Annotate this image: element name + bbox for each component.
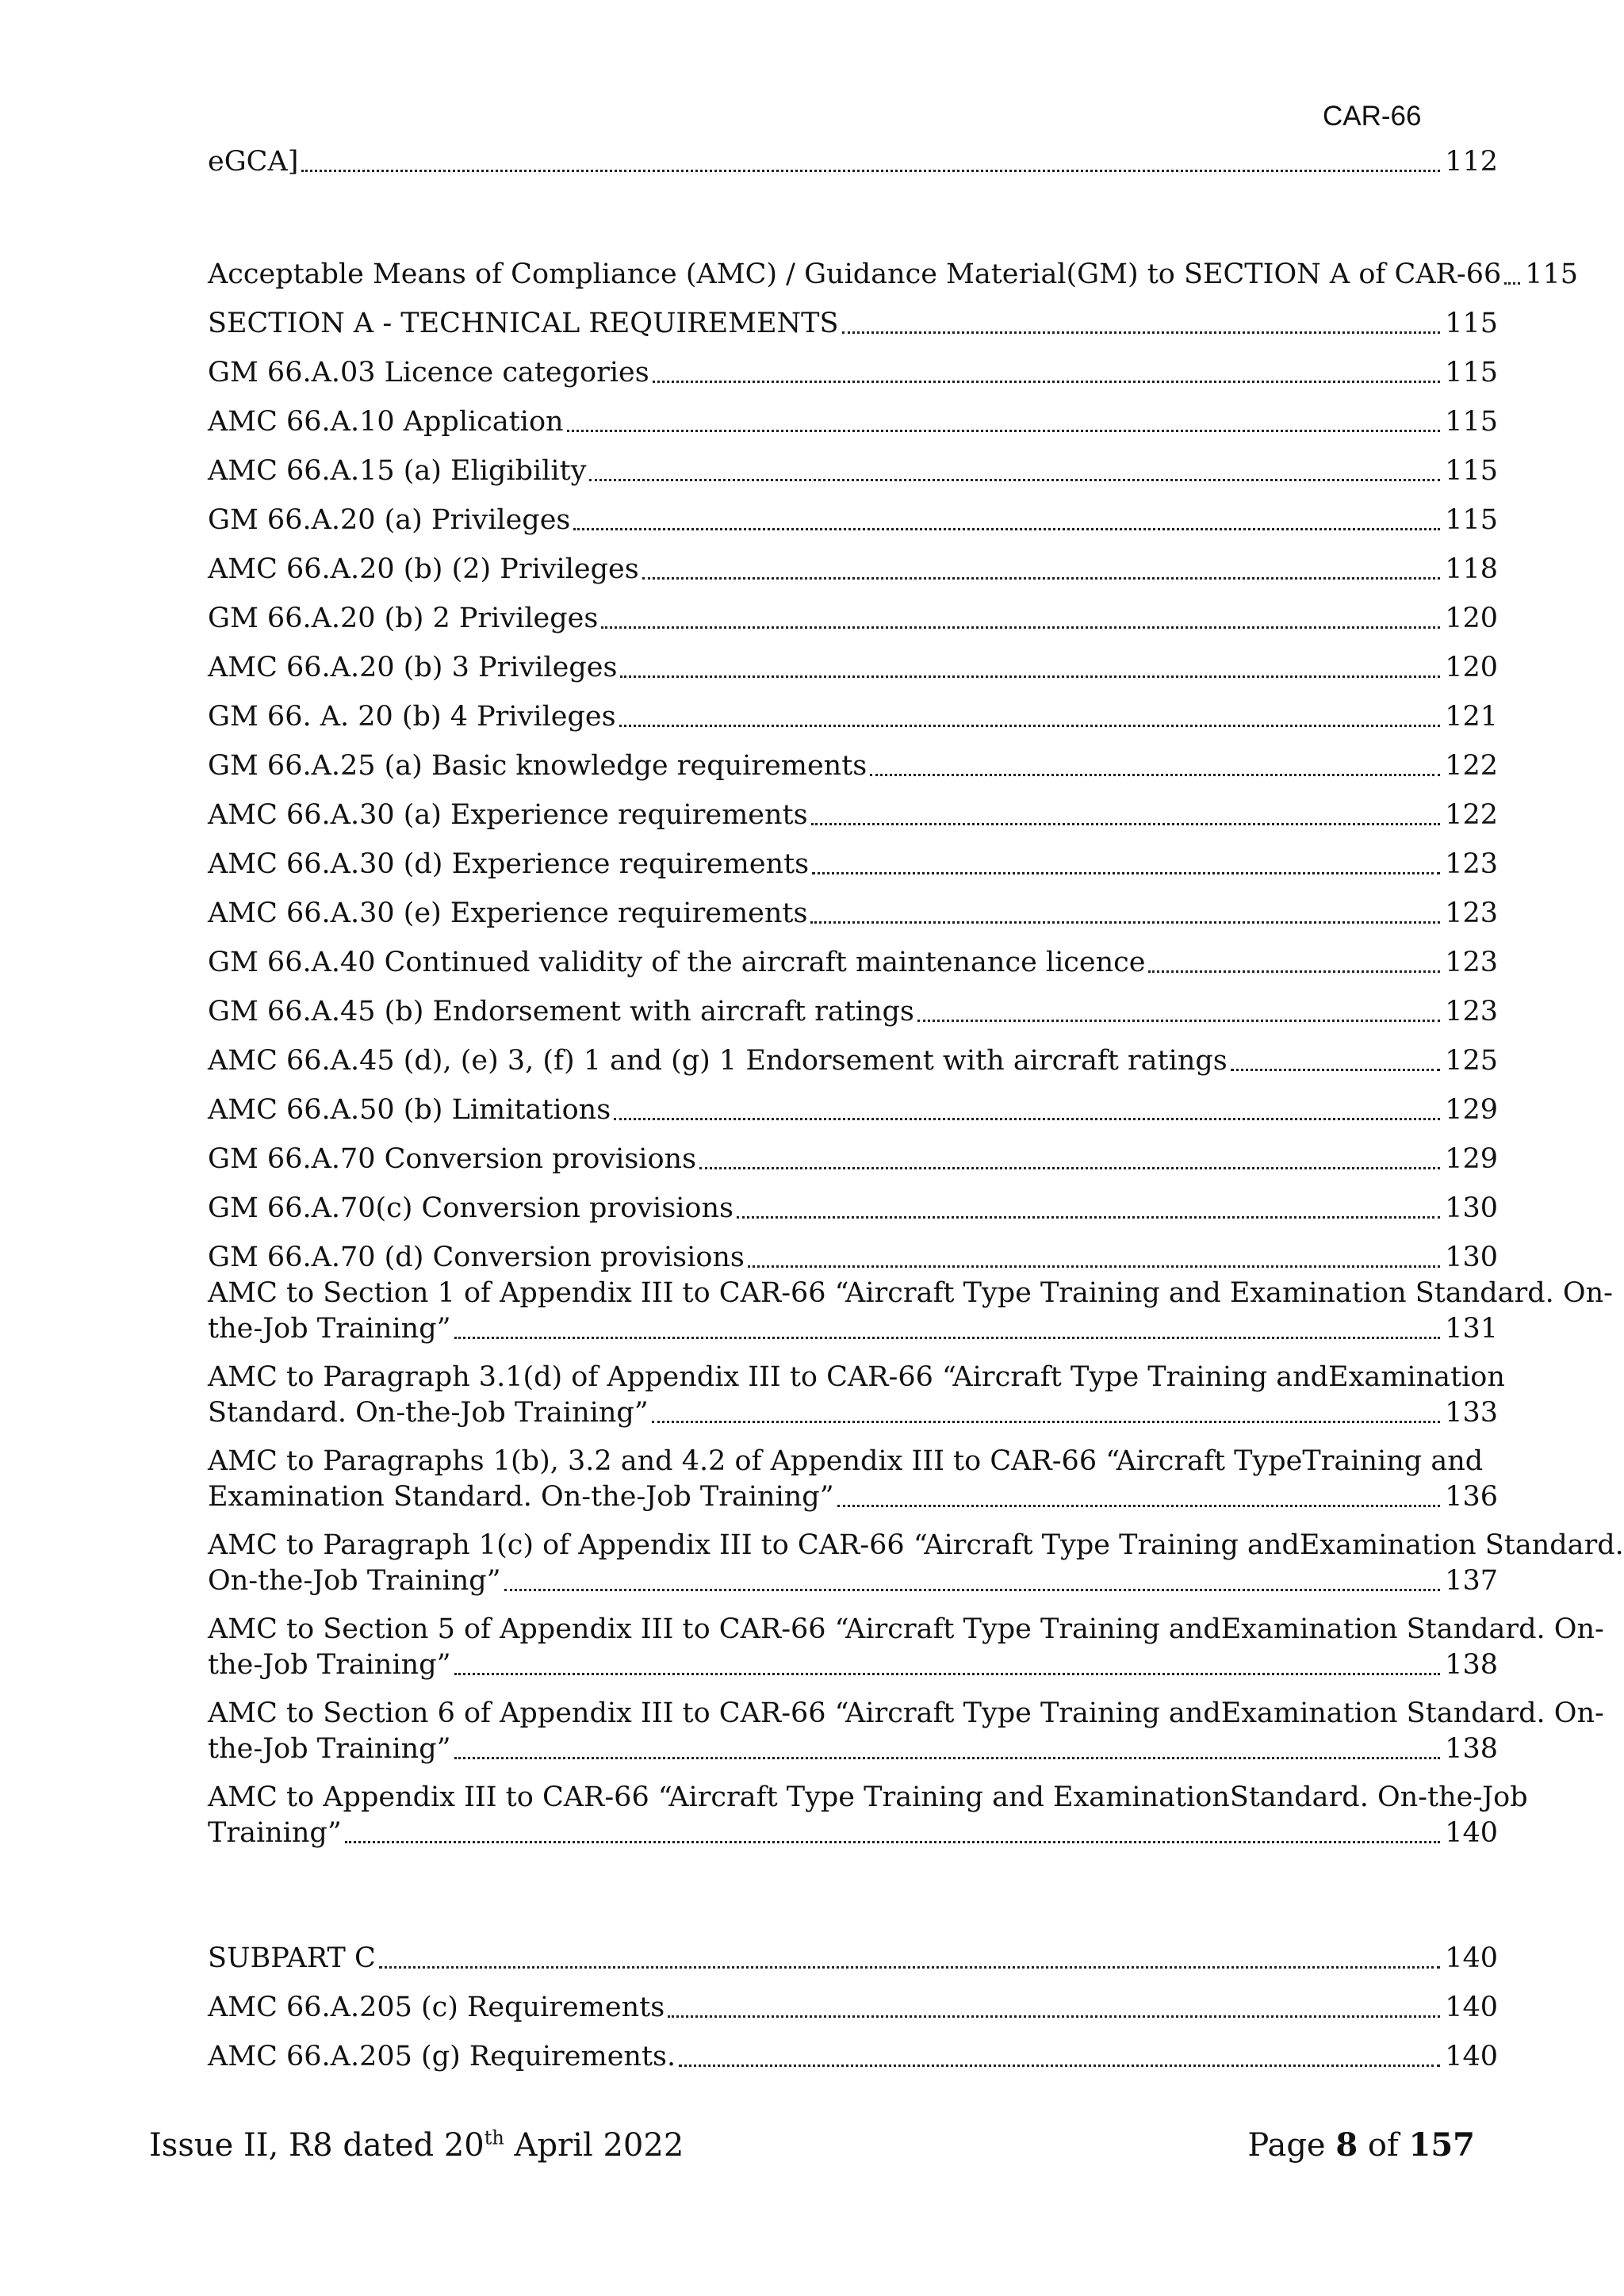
toc-entry-title-line2: the-Job Training” — [208, 1733, 451, 1765]
toc-entry-title: SUBPART C — [208, 1942, 376, 1974]
dot-leader — [379, 1966, 1440, 1969]
toc-entry-page: 118 — [1445, 553, 1498, 585]
toc-entry-title: GM 66.A.45 (b) Endorsement with aircraft ratings — [208, 996, 914, 1027]
toc-entry-page: 140 — [1445, 1817, 1498, 1849]
toc-entry-line2 — [208, 1311, 1498, 1347]
dot-leader — [1148, 970, 1440, 973]
toc-entry-page: 115 — [1525, 258, 1579, 290]
toc-entry-page: 140 — [1445, 1942, 1498, 1974]
dot-leader — [812, 872, 1440, 874]
toc-entry-title: AMC 66.A.15 (a) Eligibility — [208, 455, 587, 487]
toc-entry-line2 — [208, 1816, 1498, 1851]
toc-entry-title: GM 66.A.70 Conversion provisions — [208, 1143, 697, 1175]
toc-entry-title: GM 66.A.25 (a) Basic knowledge requirements — [208, 750, 868, 782]
toc-entry[interactable] — [208, 1927, 1498, 1976]
toc-entry-title: AMC 66.A.10 Application — [208, 406, 564, 438]
toc-entry-line2 — [208, 1479, 1498, 1515]
dot-leader — [810, 921, 1440, 924]
dot-leader — [601, 626, 1440, 629]
dot-leader — [345, 1841, 1440, 1843]
toc-entry-title-line2: the-Job Training” — [208, 1313, 451, 1345]
toc-entry[interactable] — [208, 882, 1498, 932]
toc-entry[interactable] — [208, 2026, 1498, 2075]
toc-entry-title: GM 66.A.03 Licence categories — [208, 357, 649, 388]
issue-info — [149, 2126, 684, 2165]
toc-entry-title: AMC 66.A.30 (a) Experience requirements — [208, 799, 808, 831]
toc-entry[interactable] — [208, 1444, 1498, 1528]
dot-leader — [454, 1337, 1441, 1339]
toc-entry-page: 138 — [1445, 1733, 1498, 1765]
section-spacer — [208, 180, 1498, 243]
toc-entry[interactable] — [208, 1528, 1624, 1612]
toc-entry-title: AMC 66.A.45 (d), (e) 3, (f) 1 and (g) 1 Endorsement with aircraft ratings — [208, 1045, 1228, 1077]
toc-entry-page: 140 — [1445, 2041, 1498, 2072]
toc-entry[interactable] — [208, 1360, 1505, 1444]
toc-entry[interactable] — [208, 833, 1498, 882]
dot-leader — [642, 577, 1440, 580]
dot-leader — [573, 528, 1440, 530]
toc-entry-page: 137 — [1445, 1565, 1498, 1597]
toc-entry-page: 123 — [1445, 848, 1498, 880]
toc-entry-title: GM 66.A.20 (b) 2 Privileges — [208, 603, 599, 634]
toc-entry-title: AMC 66.A.50 (b) Limitations — [208, 1094, 611, 1126]
toc-entry[interactable] — [208, 440, 1498, 489]
toc-entry[interactable] — [208, 1128, 1498, 1177]
toc-entry-page: 125 — [1445, 1045, 1498, 1077]
document-code-header: CAR-66 — [1323, 101, 1422, 132]
toc-entry-page: 120 — [1445, 652, 1498, 683]
toc-entry-page: 112 — [1445, 146, 1498, 178]
toc-entry[interactable] — [208, 293, 1498, 342]
toc-group-4 — [208, 1927, 1498, 2075]
toc-entry-line2 — [208, 1563, 1498, 1599]
toc-entry-title: GM 66.A.70(c) Conversion provisions — [208, 1192, 733, 1224]
toc-entry-page: 121 — [1445, 701, 1498, 733]
dot-leader — [589, 479, 1440, 481]
dot-leader — [619, 725, 1441, 727]
toc-entry[interactable] — [208, 1612, 1604, 1696]
toc-entry-title: AMC 66.A.205 (c) Requirements — [208, 1992, 665, 2023]
toc-entry[interactable] — [208, 1780, 1528, 1864]
section-spacer — [208, 1864, 1498, 1927]
page-footer — [149, 2126, 1475, 2165]
ordinal-suffix: th — [484, 2126, 504, 2149]
dot-leader — [614, 1118, 1440, 1120]
toc-entry-title-line1: AMC to Appendix III to CAR-66 “Aircraft Type Training and ExaminationStandard. On-the-Job — [208, 1781, 1528, 1813]
toc-entry[interactable] — [208, 735, 1498, 784]
dot-leader — [454, 1757, 1441, 1759]
page-number: 8 — [1335, 2126, 1358, 2164]
toc-entry-title: GM 66.A.40 Continued validity of the aircraft maintenance licence — [208, 947, 1146, 978]
dot-leader — [567, 430, 1441, 432]
dot-leader — [811, 823, 1441, 825]
toc-entry-line2 — [208, 1647, 1498, 1683]
dot-leader — [737, 1216, 1440, 1219]
toc-entry-page: 122 — [1445, 750, 1498, 782]
toc-entry-title-line2: the-Job Training” — [208, 1649, 451, 1681]
dot-leader — [620, 675, 1440, 678]
dot-leader — [653, 381, 1440, 383]
dot-leader — [842, 331, 1441, 334]
toc-entry[interactable] — [208, 489, 1498, 538]
toc-entry[interactable] — [208, 981, 1498, 1030]
toc-entry-page: 115 — [1445, 504, 1498, 536]
dot-leader — [1231, 1069, 1440, 1071]
toc-entry-page: 133 — [1445, 1397, 1498, 1429]
issue-date-suffix: April 2022 — [504, 2127, 684, 2164]
toc-entry[interactable] — [208, 1079, 1498, 1128]
toc-entry[interactable] — [208, 342, 1498, 391]
dot-leader — [748, 1265, 1440, 1268]
toc-entry-title-line1: AMC to Section 1 of Appendix III to CAR-66 “Aircraft Type Training and Examination Standard. On- — [208, 1277, 1613, 1309]
issue-text: Issue II, R8 dated 20 — [149, 2127, 485, 2164]
dot-leader — [454, 1673, 1441, 1675]
toc-entry-title-line2: Examination Standard. On-the-Job Training” — [208, 1481, 834, 1513]
toc-entry[interactable] — [208, 1226, 1498, 1276]
dot-leader — [679, 2064, 1440, 2067]
dot-leader — [917, 1020, 1440, 1022]
toc-entry-title: AMC 66.A.20 (b) (2) Privileges — [208, 553, 639, 585]
toc-entry[interactable] — [208, 1976, 1498, 2026]
page-number-info — [1247, 2126, 1475, 2165]
toc-entry-page: 131 — [1445, 1313, 1498, 1345]
toc-entry[interactable] — [208, 932, 1498, 981]
dot-leader — [837, 1505, 1441, 1507]
toc-entry[interactable] — [208, 131, 1498, 180]
toc-entry-title-line1: AMC to Paragraphs 1(b), 3.2 and 4.2 of Appendix III to CAR-66 “Aircraft TypeTraining and — [208, 1445, 1484, 1477]
toc-entry-title-line2: On-the-Job Training” — [208, 1565, 501, 1597]
dot-leader — [668, 2015, 1440, 2018]
toc-entry-title: GM 66.A.70 (d) Conversion provisions — [208, 1242, 745, 1273]
toc-entry-page: 123 — [1445, 996, 1498, 1027]
toc-entry[interactable] — [208, 1696, 1604, 1780]
table-of-contents — [208, 131, 1624, 2075]
page-total: 157 — [1408, 2126, 1475, 2164]
toc-entry-title: AMC 66.A.20 (b) 3 Privileges — [208, 652, 618, 683]
toc-entry[interactable] — [208, 391, 1498, 440]
toc-entry-page: 129 — [1445, 1094, 1498, 1126]
dot-leader — [870, 774, 1440, 776]
dot-leader — [1504, 282, 1520, 285]
toc-entry-title: Acceptable Means of Compliance (AMC) / Guidance Material(GM) to SECTION A of CAR-66 — [208, 258, 1502, 290]
toc-entry-title-line2: Standard. On-the-Job Training” — [208, 1397, 649, 1429]
toc-entry-title-line1: AMC to Paragraph 1(c) of Appendix III to CAR-66 “Aircraft Type Training andExamination Standard. — [208, 1529, 1624, 1561]
toc-entry[interactable] — [208, 538, 1498, 587]
toc-entry-title-line2: Training” — [208, 1817, 342, 1849]
toc-entry-page: 115 — [1445, 308, 1498, 339]
dot-leader — [504, 1589, 1441, 1591]
page-of-label: of — [1358, 2127, 1409, 2164]
toc-entry[interactable] — [208, 1276, 1613, 1360]
toc-entry[interactable] — [208, 784, 1498, 833]
toc-entry-title-line1: AMC to Section 6 of Appendix III to CAR-66 “Aircraft Type Training andExamination Standard. On- — [208, 1697, 1604, 1729]
toc-entry-title-line1: AMC to Section 5 of Appendix III to CAR-66 “Aircraft Type Training andExamination Standard. On- — [208, 1613, 1604, 1645]
toc-entry-page: 140 — [1445, 1992, 1498, 2023]
toc-entry-page: 130 — [1445, 1192, 1498, 1224]
toc-entry[interactable] — [208, 1177, 1498, 1226]
dot-leader — [301, 170, 1440, 172]
toc-entry[interactable] — [208, 637, 1498, 686]
toc-entry-page: 138 — [1445, 1649, 1498, 1681]
toc-entry-title: AMC 66.A.30 (d) Experience requirements — [208, 848, 810, 880]
dot-leader — [699, 1167, 1440, 1169]
toc-entry-title: AMC 66.A.30 (e) Experience requirements — [208, 897, 808, 929]
toc-entry-line2 — [208, 1732, 1498, 1767]
toc-entry[interactable] — [208, 1030, 1498, 1079]
toc-entry-page: 115 — [1445, 455, 1498, 487]
toc-entry-title: GM 66.A.20 (a) Privileges — [208, 504, 571, 536]
toc-entry-title: eGCA] — [208, 146, 299, 178]
dot-leader — [652, 1421, 1441, 1423]
toc-entry-page: 115 — [1445, 357, 1498, 388]
toc-entry-title: GM 66. A. 20 (b) 4 Privileges — [208, 701, 616, 733]
toc-entry-title-line1: AMC to Paragraph 3.1(d) of Appendix III to CAR-66 “Aircraft Type Training andExamination — [208, 1361, 1505, 1393]
toc-entry[interactable] — [208, 243, 1579, 293]
toc-group-3 — [208, 1276, 1624, 1864]
page-label: Page — [1247, 2127, 1336, 2164]
toc-entry-page: 115 — [1445, 406, 1498, 438]
toc-entry-page: 123 — [1445, 897, 1498, 929]
toc-entry-title: SECTION A - TECHNICAL REQUIREMENTS — [208, 308, 839, 339]
toc-entry[interactable] — [208, 686, 1498, 735]
toc-entry-page: 120 — [1445, 603, 1498, 634]
toc-entry-page: 123 — [1445, 947, 1498, 978]
toc-entry-line2 — [208, 1395, 1498, 1431]
toc-entry[interactable] — [208, 587, 1498, 637]
toc-entry-title: AMC 66.A.205 (g) Requirements. — [208, 2041, 676, 2072]
toc-entry-page: 136 — [1445, 1481, 1498, 1513]
toc-group-1 — [208, 131, 1498, 180]
toc-entry-page: 122 — [1445, 799, 1498, 831]
toc-entry-page: 129 — [1445, 1143, 1498, 1175]
toc-group-2 — [208, 243, 1579, 1276]
toc-entry-page: 130 — [1445, 1242, 1498, 1273]
